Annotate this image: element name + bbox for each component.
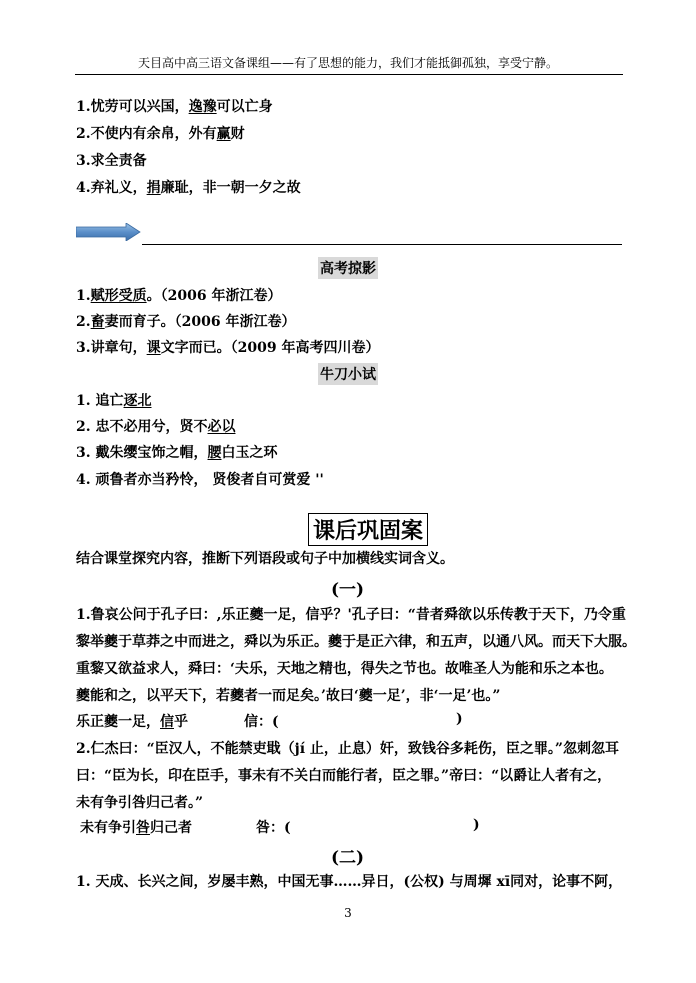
list-item: 4. 顽鲁者亦当矜怜， 贤俊者自可赏爱 '' bbox=[76, 472, 324, 488]
answer-label: 咎：( bbox=[256, 820, 291, 836]
answer-close: ) bbox=[456, 711, 463, 727]
section-title: 课后巩固案 bbox=[308, 513, 428, 546]
list-item: 3. 戴朱缨宝饰之帽，腰白玉之环 bbox=[76, 445, 278, 461]
list-item: 1.忧劳可以兴国，逸豫可以亡身 bbox=[76, 99, 273, 115]
list-item: 1.赋形受质。（2006 年浙江卷） bbox=[76, 288, 282, 304]
answer-label: 信：( bbox=[244, 714, 279, 730]
instruction-text: 结合课堂探究内容，推断下列语段或句子中加横线实词含义。 bbox=[76, 551, 454, 567]
list-item: 4.弃礼义，捐廉耻，非一朝一夕之故 bbox=[76, 180, 301, 196]
section-divider bbox=[142, 244, 622, 245]
question-phrase: 乐正夔一足，信乎 bbox=[76, 714, 188, 730]
list-item: 2.不使内有余帛，外有赢财 bbox=[76, 126, 245, 142]
passage-line: 未有争引咎归己者。” bbox=[76, 795, 204, 811]
list-item: 1. 追亡逐北 bbox=[76, 393, 152, 409]
passage-line: 重黎又欲益求人，舜曰：‘夫乐，天地之精也，得失之节也。故唯圣人为能和乐之本也。 bbox=[76, 661, 613, 677]
list-item: 2. 忠不必用兮，贤不必以 bbox=[76, 419, 236, 435]
header-divider bbox=[75, 74, 623, 75]
page-header: 天目高中高三语文备课组——有了思想的能力，我们才能抵御孤独，享受宁静。 bbox=[137, 56, 558, 70]
list-item: 3.求全责备 bbox=[76, 153, 147, 169]
list-item: 2.畜妻而育子。（2006 年浙江卷） bbox=[76, 314, 296, 330]
section-arrow-icon bbox=[76, 223, 142, 245]
passage-line: 1. 天成、长兴之间，岁屡丰熟，中国无事……异日，(公权) 与周墀 xī同对，论事不阿， bbox=[76, 874, 623, 890]
answer-close: ) bbox=[473, 817, 480, 833]
passage-line: 1.鲁哀公问于孔子曰：,乐正夔一足，信乎？'孔子曰：“昔者舜欲以乐传教于天下，乃令重 bbox=[76, 607, 626, 623]
part-label-2: (二) bbox=[331, 848, 365, 868]
passage-line: 夔能和之，以平天下，若夔者一而足矣。’故曰‘夔一足’，非‘一足’也。” bbox=[76, 688, 501, 704]
passage-line: 黎举夔于草莽之中而进之，舜以为乐正。夔于是正六律，和五声，以通八风。而天下大服。 bbox=[76, 634, 636, 650]
part-label-1: (一) bbox=[331, 580, 365, 600]
niudao-heading: 牛刀小试 bbox=[318, 363, 378, 385]
list-item: 3.讲章句，课文字而已。（2009 年高考四川卷） bbox=[76, 340, 380, 356]
passage-line: 2.仁杰曰：“臣汉人，不能禁吏戢（jí 止，止息）奸，致钱谷多耗伤，臣之罪。”忽刺忽耳 bbox=[76, 741, 619, 757]
question-phrase: 未有争引咎归己者 bbox=[80, 820, 192, 836]
gaokao-heading: 高考掠影 bbox=[318, 257, 378, 279]
passage-line: 曰：“臣为长，印在臣手，事未有不关白而能行者，臣之罪。”帝曰：“以爵让人者有之， bbox=[76, 768, 612, 784]
page-number: 3 bbox=[344, 906, 352, 920]
